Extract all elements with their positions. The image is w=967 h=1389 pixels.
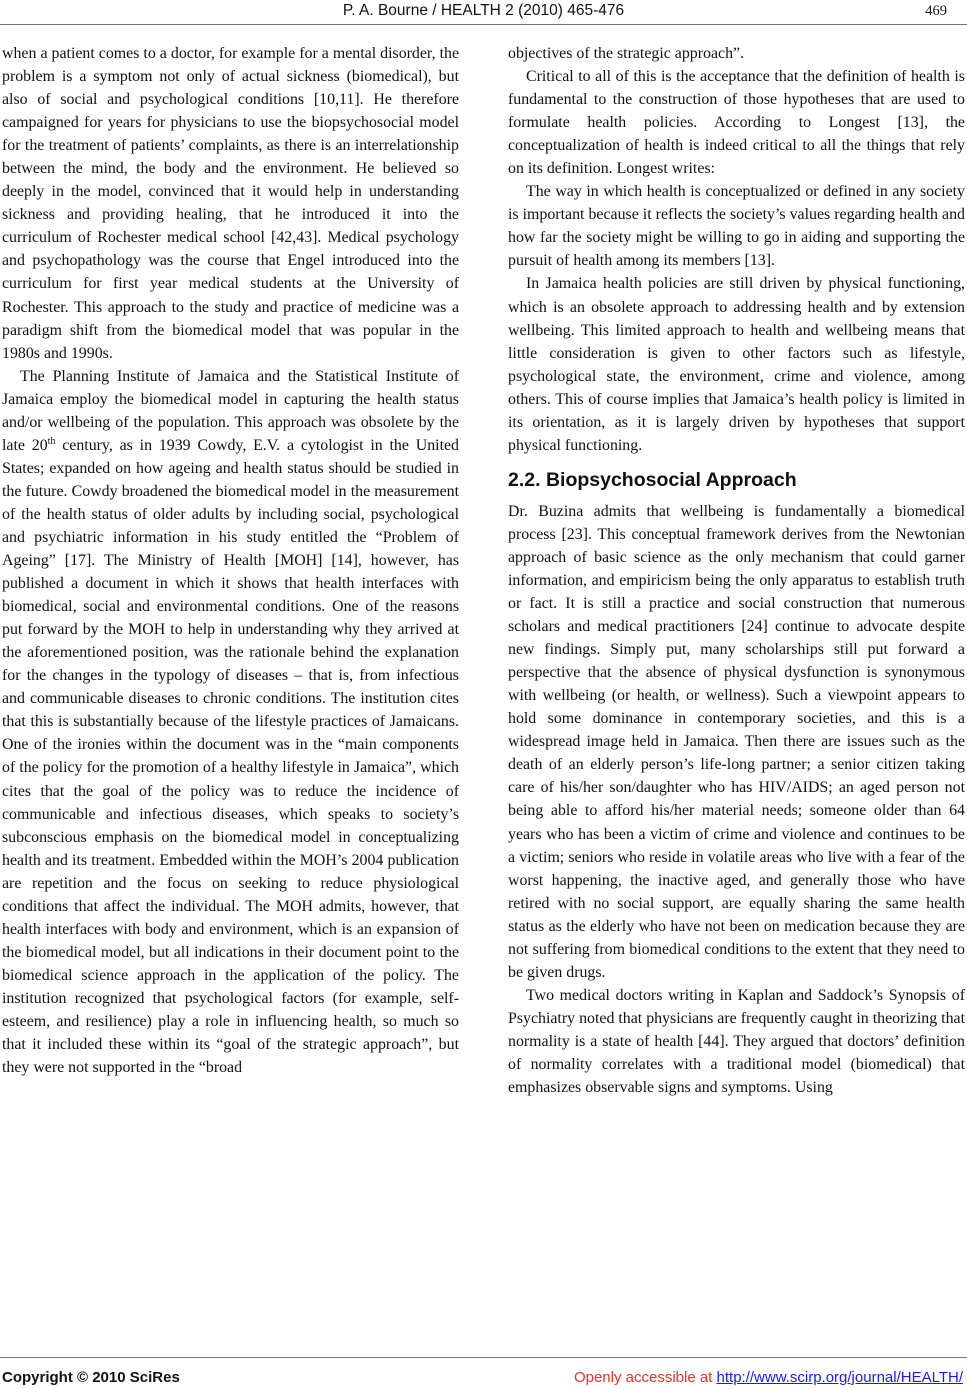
access-notice [574,1369,963,1386]
access-text: Openly accessible at [573,1369,717,1386]
running-title: P. A. Bourne / HEALTH 2 (2010) 465-476 [342,2,625,19]
block-quote: The way in which health is conceptualized or defined in any society is important because it reflects the society’s values regarding health and how far the society might be willing to go in aiding and supporting the pursuit of health among its members [13]. [508,183,965,270]
paragraph: Dr. Buzina admits that wellbeing is fundamentally a biomedical process [23]. This conceptual framework derives from the Newtonian approach of basic science as the only mechanism that could garner information, and empiricism being the only apparatus to establish truth or fact. It is still a practice and social construction that numerous scholars and medical practitioners [24] continue to advocate despite new findings. Simply put, many scholarships still put forward a perspective that the absence of physical dysfunction is synonymous with wellbeing (or health, or wellness). Such a viewpoint appears to hold some dominance in contemporary societies, and this is a widespread image held in Jamaica. Then there are issues such as the death of an elderly person’s life-long partner; a senior citizen taking care of his/her son/daughter who has HIV/AIDS; an aged person not being able to afford his/her material needs; someone older than 64 years who has been a victim of crime and violence and continues to be a victim; seniors who reside in volatile areas who live with a fear of the worst happening, the inactive aged, and generally those who have retired with no social support, are equally sharing the same health status as the elderly who have not been on medication because they are not suffering from biomedical conditions to the extent that they need to be given drugs. [508,502,965,981]
section-heading: 2.2. Biopsychosocial Approach [508,468,797,491]
superscript: th [47,435,56,447]
right-column [508,42,965,1099]
paragraph: when a patient comes to a doctor, for example for a mental disorder, the problem is a symptom not only of actual sickness (biomedical), but also of social and psychological conditions [10,11]. He therefore campaigned for years for physicians to use the biopsychosocial model for the treatment of patients’ complaints, as there is an interrelationship between the mind, the body and the environment. He believed so deeply in the model, convinced that it would help in understanding sickness and providing healing, that he introduced it into the curriculum of Rochester medical school [42,43]. Medical psychology and psychopathology was the course that Engel introduced into the curriculum for first year medical students at the University of Rochester. This approach to the study and practice of medicine was a paradigm shift from the biomedical model that was popular in the 1980s and 1990s. [2,45,459,362]
paragraph: Critical to all of this is the acceptance that the definition of health is fundamental to the construction of those hypotheses that are used to formulate health policies. According to Longest [13], the conceptualization of health is indeed critical to all the things that rely on its definition. Longest writes: [508,68,965,178]
running-header [0,0,967,28]
copyright-notice: Copyright © 2010 SciRes [2,1369,180,1386]
header-rule [0,24,967,25]
paragraph: Two medical doctors writing in Kaplan and Saddock’s Synopsis of Psychiatry noted that physicians are frequently caught in theorizing that normality is a state of health [44]. They argued that doctors’ definition of normality correlates with a traditional model (biomedical) that emphasizes observable signs and symptoms. Using [508,986,965,1097]
paragraph-text: The Planning Institute of Jamaica and the Statistical Institute of Jamaica employ the biomedical model in capturing the health status and/or wellbeing of the population. This approach was obsolete by the late 20 [2,367,459,454]
journal-link[interactable]: http://www.scirp.org/journal/HEALTH/ [716,1369,963,1386]
page-number: 469 [925,3,947,19]
paragraph-text: century, as in 1939 Cowdy, E.V. a cytologist in the United States; expanded on how ageing and health status should be studied in the future. Cowdy broadened the biomedical model in the measurement of the health status of older adults by including social, psychological and psychiatric information in his study entitled the “Problem of Ageing” [17]. The Ministry of Health [MOH] [14], however, has published a document in which it shows that health interfaces with biomedical, social and environmental conditions. One of the reasons put forward by the MOH to help in understanding why they arrived at the aforementioned position, was the rationale behind the explanation for the changes in the typology of diseases – that is, from infectious and communicable diseases to chronic conditions. The institution cites that this is substantially because of the lifestyle practices of Jamaicans. One of the ironies within the document was in the “main components of the policy for the promotion of a healthy lifestyle in Jamaica”, which cites that the goal of the policy was to reduce the incidence of communicable and infectious diseases, which speaks to society’s subconscious emphasis on the biomedical model in conceptualizing health and its treatment. Embedded within the MOH’s 2004 publication are repetition and the focus on seeking to reduce physiological conditions that affect the individual. The MOH admits, however, that health interfaces with body and environment, which is an expansion of the biomedical model, but all indications in their document point to the biomedical science approach in the application of the policy. The institution recognized that psychological factors (for example, self-esteem, and resilience) play a role in influencing health, so much so that it included these within its “goal of the strategic approach”, but they were not supported in the “broad [2,436,459,1077]
page-footer [0,1357,967,1389]
left-column [2,42,459,1079]
paragraph [2,365,459,1079]
footer-rule [0,1357,967,1358]
paragraph: In Jamaica health policies are still driven by physical functioning, which is an obsolete approach to addressing health and by extension wellbeing. This limited approach to health and wellbeing means that little consideration is given to other factors such as lifestyle, psychological state, the environment, crime and violence, among others. This of course implies that Jamaica’s health policy is limited in its orientation, as it is largely driven by hypotheses that support physical functioning. [508,275,965,454]
paragraph: objectives of the strategic approach”. [508,45,745,62]
